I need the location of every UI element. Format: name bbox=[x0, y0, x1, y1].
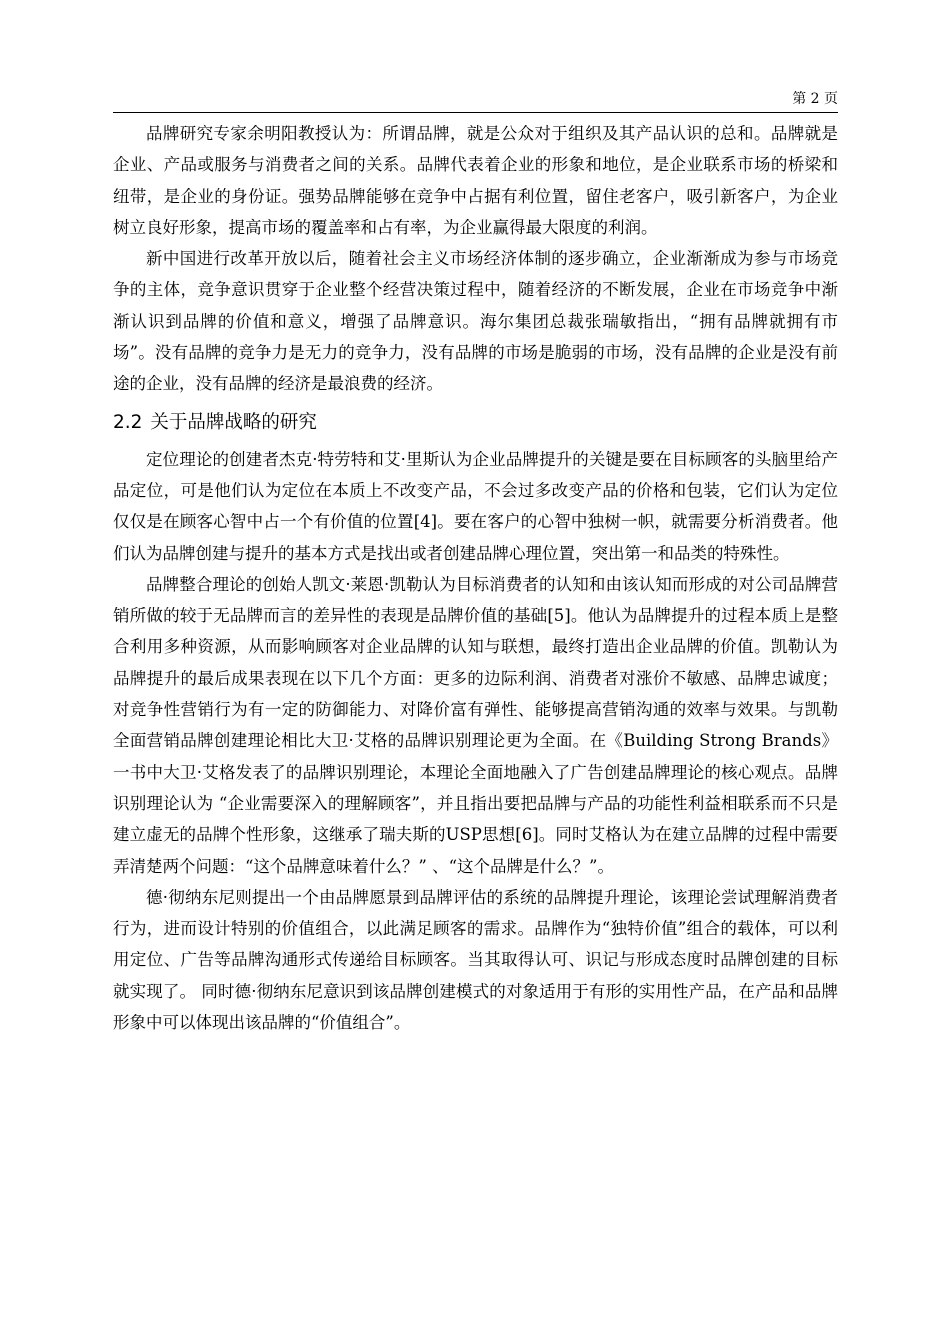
paragraph: 品牌研究专家余明阳教授认为：所谓品牌，就是公众对于组织及其产品认识的总和。品牌就是企业、产品或服务与消费者之间的关系。品牌代表着企业的形象和地位，是企业联系市场的桥梁和纽带，是企业的身份证。强势品牌能够在竞争中占据有利位置，留住老客户，吸引新客户，为企业树立良好形象，提高市场的覆盖率和占有率，为企业赢得最大限度的利润。 bbox=[113, 124, 838, 237]
section-number: 2.2 bbox=[113, 411, 143, 433]
paragraph: 品牌整合理论的创始人凯文·莱恩·凯勒认为目标消费者的认知和由该认知而形成的对公司品牌营销所做的较于无品牌而言的差异性的表现是品牌价值的基础[5]。他认为品牌提升的过程本质上是整合利用多种资源，从而影响顾客对企业品牌的认知与联想，最终打造出企业品牌的价值。凯勒认为品牌提升的最后成果表现在以下几个方面：更多的边际利润、消费者对涨价不敏感、品牌忠诚度；对竞争性营销行为有一定的防御能力、对降价富有弹性、能够提高营销沟通的效率与效果。与凯勒全面营销品牌创建理论相比大卫·艾格的品牌识别理论更为全面。在《Building Strong Brands》一书中大卫·艾格发表了的品牌识别理论，本理论全面地融入了广告创建品牌理论的核心观点。品牌识别理论认为 “企业需要深入的理解顾客”，并且指出要把品牌与产品的功能性利益相联系而不只是建立虚无的品牌个性形象，这继承了瑞夫斯的USP思想[6]。同时艾格认为在建立品牌的过程中需要弄清楚两个问题：“这个品牌意味着什么？” 、“这个品牌是什么？”。 bbox=[113, 574, 838, 876]
paragraph: 定位理论的创建者杰克·特劳特和艾·里斯认为企业品牌提升的关键是要在目标顾客的头脑里给产品定位，可是他们认为定位在本质上不改变产品，不会过多改变产品的价格和包装，它们认为定位仅仅是在顾客心智中占一个有价值的位置[4]。要在客户的心智中独树一帜，就需要分析消费者。他们认为品牌创建与提升的基本方式是找出或者创建品牌心理位置，突出第一和品类的特殊性。 bbox=[113, 449, 838, 563]
section-title: 关于品牌战略的研究 bbox=[150, 411, 317, 433]
page-number: 第 2 页 bbox=[792, 91, 838, 107]
paragraph: 新中国进行改革开放以后，随着社会主义市场经济体制的逐步确立，企业渐渐成为参与市场竞争的主体，竞争意识贯穿于企业整个经营决策过程中，随着经济的不断发展，企业在市场竞争中渐渐认识到品牌的价值和意义，增强了品牌意识。海尔集团总裁张瑞敏指出，“拥有品牌就拥有市场”。没有品牌的竞争力是无力的竞争力，没有品牌的市场是脆弱的市场，没有品牌的企业是没有前途的企业，没有品牌的经济是最浪费的经济。 bbox=[113, 249, 838, 394]
document-body bbox=[113, 118, 838, 1038]
page-header bbox=[113, 88, 838, 113]
paragraph: 德·彻纳东尼则提出一个由品牌愿景到品牌评估的系统的品牌提升理论，该理论尝试理解消费者行为，进而设计特别的价值组合，以此满足顾客的需求。品牌作为“独特价值”组合的载体，可以利用定位、广告等品牌沟通形式传递给目标顾客。当其取得认可、识记与形成态度时品牌创建的目标就实现了。 同时德·彻纳东尼意识到该品牌创建模式的对象适用于有形的实用性产品，在产品和品牌形象中可以体现出该品牌的“价值组合”。 bbox=[113, 887, 838, 1033]
section-heading bbox=[113, 406, 838, 440]
